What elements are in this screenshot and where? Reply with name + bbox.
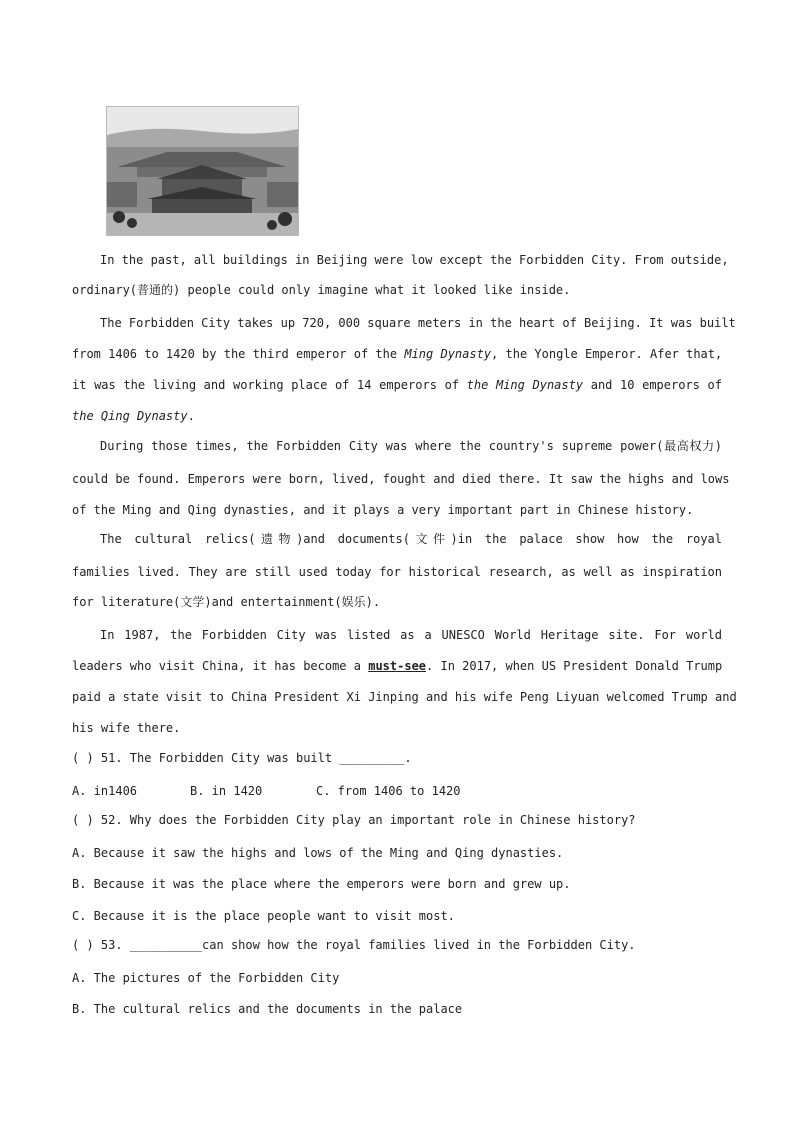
option-51-b: B. in 1420 bbox=[190, 784, 263, 798]
italic-term: Ming Dynasty bbox=[404, 347, 492, 361]
forbidden-city-photo bbox=[106, 106, 299, 236]
italic-term: the Ming Dynasty bbox=[466, 378, 584, 392]
passage-text: and 10 emperors of bbox=[583, 378, 722, 392]
passage-text: leaders who visit China, it has become a bbox=[72, 659, 369, 673]
passage-line: his wife there. bbox=[72, 721, 181, 735]
passage-line: families lived. They are still used today for historical research, as well as inspiration bbox=[72, 565, 722, 579]
palace-illustration bbox=[107, 107, 298, 235]
passage-line: for literature(文学)and entertainment(娱乐). bbox=[72, 595, 381, 609]
passage-text: . bbox=[187, 409, 195, 423]
option-52-c: C. Because it is the place people want to visit most. bbox=[72, 909, 455, 923]
passage-text: . In 2017, when US President Donald Trump bbox=[426, 659, 723, 673]
passage-line bbox=[72, 377, 722, 393]
option-52-b: B. Because it was the place where the emperors were born and grew up. bbox=[72, 877, 571, 891]
passage-line: of the Ming and Qing dynasties, and it plays a very important part in Chinese history. bbox=[72, 503, 694, 517]
option-51-c: C. from 1406 to 1420 bbox=[316, 784, 461, 798]
passage-line: ordinary(普通的) people could only imagine what it looked like inside. bbox=[72, 283, 571, 297]
passage-line: The cultural relics(遗物)and documents(文件)in the palace show how the royal bbox=[100, 532, 722, 546]
passage-text: it was the living and working place of 14 emperors of bbox=[72, 378, 467, 392]
question-51: ( ) 51. The Forbidden City was built _________. bbox=[72, 751, 412, 765]
passage-text: , the Yongle Emperor. Afer that, bbox=[491, 347, 723, 361]
question-52: ( ) 52. Why does the Forbidden City play an important role in Chinese history? bbox=[72, 813, 636, 827]
option-51-a: A. in1406 bbox=[72, 784, 138, 798]
passage-line: In the past, all buildings in Beijing were low except the Forbidden City. From outside, bbox=[100, 253, 729, 267]
option-53-b: B. The cultural relics and the documents in the palace bbox=[72, 1002, 463, 1016]
passage-line bbox=[72, 408, 722, 424]
passage-line: could be found. Emperors were born, lived, fought and died there. It saw the highs and lows bbox=[72, 472, 730, 486]
option-53-a: A. The pictures of the Forbidden City bbox=[72, 971, 340, 985]
highlighted-term: must-see bbox=[368, 659, 427, 673]
passage-line: In 1987, the Forbidden City was listed as a UNESCO World Heritage site. For world bbox=[100, 628, 722, 642]
passage-text: from 1406 to 1420 by the third emperor of the bbox=[72, 347, 405, 361]
passage-line bbox=[72, 346, 722, 362]
passage-line: During those times, the Forbidden City was where the country's supreme power(最高权力) bbox=[100, 439, 722, 453]
italic-term: the Qing Dynasty bbox=[72, 409, 188, 423]
option-52-a: A. Because it saw the highs and lows of the Ming and Qing dynasties. bbox=[72, 846, 564, 860]
passage-line: The Forbidden City takes up 720, 000 square meters in the heart of Beijing. It was built bbox=[100, 316, 736, 330]
passage-line bbox=[72, 658, 722, 674]
question-53: ( ) 53. __________can show how the royal families lived in the Forbidden City. bbox=[72, 938, 636, 952]
passage-line: paid a state visit to China President Xi Jinping and his wife Peng Liyuan welcomed Trump and bbox=[72, 690, 737, 704]
